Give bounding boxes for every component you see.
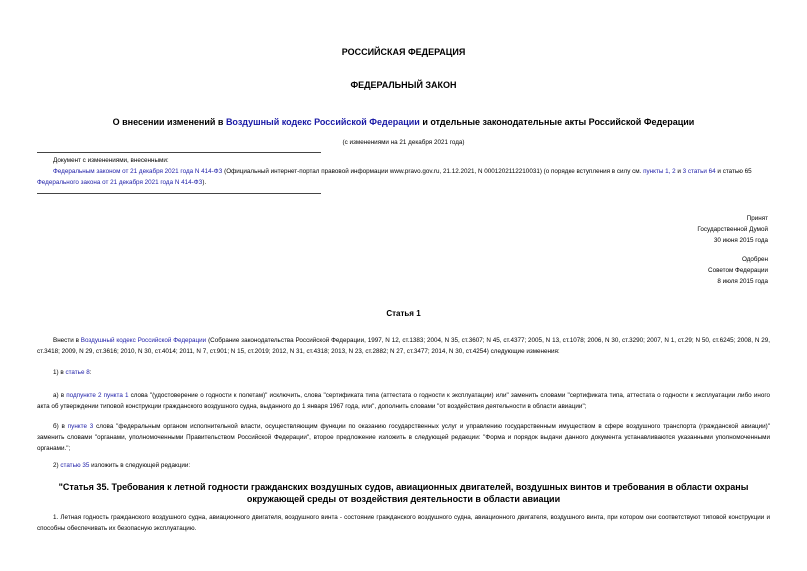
changes-doc-body bbox=[37, 166, 770, 188]
adoption-line2: Государственной Думой bbox=[697, 226, 768, 233]
intro-pre: Внести в bbox=[53, 337, 81, 344]
air-code-link[interactable]: Воздушный кодекс Российской Федерации bbox=[225, 117, 420, 127]
points-1-2-link[interactable]: пункты 1, 2 bbox=[643, 168, 676, 175]
approval-line1: Одобрен bbox=[741, 256, 768, 263]
article-64-link[interactable]: 3 статьи 64 bbox=[682, 168, 716, 175]
adoption-line3: 30 июня 2015 года bbox=[713, 237, 768, 244]
title-pre: О внесении изменений в bbox=[112, 117, 226, 127]
item1b-pre: б) в bbox=[53, 423, 68, 430]
article-8-link[interactable]: статье 8 bbox=[65, 369, 90, 376]
revision-note: (с изменениями на 21 декабря 2021 года) bbox=[342, 139, 465, 146]
changes-doc-heading: Документ с изменениями, внесенными: bbox=[53, 157, 169, 164]
item1-post: : bbox=[89, 369, 92, 376]
bottom-divider bbox=[37, 193, 321, 194]
changes-doc-text2: и bbox=[675, 168, 683, 175]
top-divider bbox=[37, 152, 321, 153]
country-heading: РОССИЙСКАЯ ФЕДЕРАЦИЯ bbox=[341, 47, 466, 57]
changes-doc-text4: ). bbox=[202, 179, 207, 186]
item-1a bbox=[37, 390, 770, 412]
approval-block bbox=[708, 254, 768, 287]
changes-doc-text1: (Официальный интернет-портал правовой информации www.pravo.gov.ru, 21.12.2021, N 0001202112210031) (о порядке вступления в силу см. bbox=[222, 168, 644, 175]
item-1b bbox=[37, 421, 770, 454]
item1a-post: слова "(удостоверение о годности к полетам)" исключить, слова "сертификата типа (аттестата о годности к эксплуатации) или" заменить словами "сертификата типа, аттестата о годности к эксплуатации либо иного акта об утверждении типовой конструкции гражданского воздушного судна, выданного до 1 января 1967 года, или", дополнить словами "от воздействия деятельности в области авиации"; bbox=[37, 392, 770, 410]
item2-pre: 2) bbox=[53, 462, 61, 469]
point-3-link[interactable]: пункте 3 bbox=[67, 423, 94, 430]
article-1-intro bbox=[37, 335, 770, 357]
article-35-title: "Статья 35. Требования к летной годности гражданских воздушных судов, авиационных двигателей, воздушных винтов и требования в области охраны окружающей среды от воздействия деятельности в области авиации bbox=[58, 482, 749, 504]
air-code-link-2[interactable]: Воздушный кодекс Российской Федерации bbox=[80, 337, 207, 344]
approval-line3: 8 июля 2015 года bbox=[717, 278, 768, 285]
adoption-block bbox=[697, 213, 768, 246]
changes-doc-text3: и статью 65 bbox=[715, 168, 752, 175]
subpoint-2-link[interactable]: подпункте 2 пункта 1 bbox=[66, 392, 129, 399]
item1b-post: слова "федеральным органом исполнительной власти, осуществляющим функции по оказанию государственных услуг и управлению государственным имуществом в сфере воздушного транспорта (гражданской авиации)" заменить словами "органами, уполномоченными Правительством Российской Федерации", второе предложение изложить в следующей редакции: "Форма и порядок выдачи данного документа устанавливаются указанными уполномоченными органами."; bbox=[37, 423, 770, 452]
law-title bbox=[0, 117, 807, 127]
fz-414-link-2[interactable]: Федерального закона от 21 декабря 2021 года N 414-ФЗ bbox=[37, 179, 203, 186]
item1-pre: 1) в bbox=[53, 369, 66, 376]
item1a-pre: а) в bbox=[53, 392, 67, 399]
item-1 bbox=[37, 367, 770, 378]
adoption-line1: Принят bbox=[746, 215, 768, 222]
article-35-link[interactable]: статью 35 bbox=[60, 462, 90, 469]
article-1-heading: Статья 1 bbox=[386, 309, 421, 318]
article-35-p1: 1. Летная годность гражданского воздушного судна, авиационного двигателя, воздушного винта - состояние гражданского воздушного судна, авиационного двигателя, воздушного винта, при котором они соответствуют типовой конструкции и способны обеспечивать их безопасную эксплуатацию. bbox=[37, 514, 770, 532]
intro-post: (Собрание законодательства Российской Федерации, 1997, N 12, ст.1383; 2004, N 35, ст.3607; N 45, ст.4377; 2005, N 13, ст.1078; 2006, N 30, ст.3290; 2007, N 1, ст.29; N 50, ст.6245; 2008, N 29, ст.3418; 2009, N 29, ст.3616; 2010, N 30, ст.4014; 2011, N 7, ст.901; N 15, ст.2019; 2012, N 31, ст.4318; 2013, N 23, ст.2882; N 27, ст.3477; 2014, N 30, ст.4254) следующие изменения: bbox=[37, 337, 771, 355]
title-post: и отдельные законодательные акты Российской Федерации bbox=[419, 117, 695, 127]
item2-post: изложить в следующей редакции: bbox=[89, 462, 191, 469]
fz-414-link[interactable]: Федеральным законом от 21 декабря 2021 года N 414-ФЗ bbox=[53, 168, 223, 175]
law-type-heading: ФЕДЕРАЛЬНЫЙ ЗАКОН bbox=[350, 80, 457, 90]
approval-line2: Советом Федерации bbox=[708, 267, 768, 274]
item-2 bbox=[37, 460, 770, 471]
